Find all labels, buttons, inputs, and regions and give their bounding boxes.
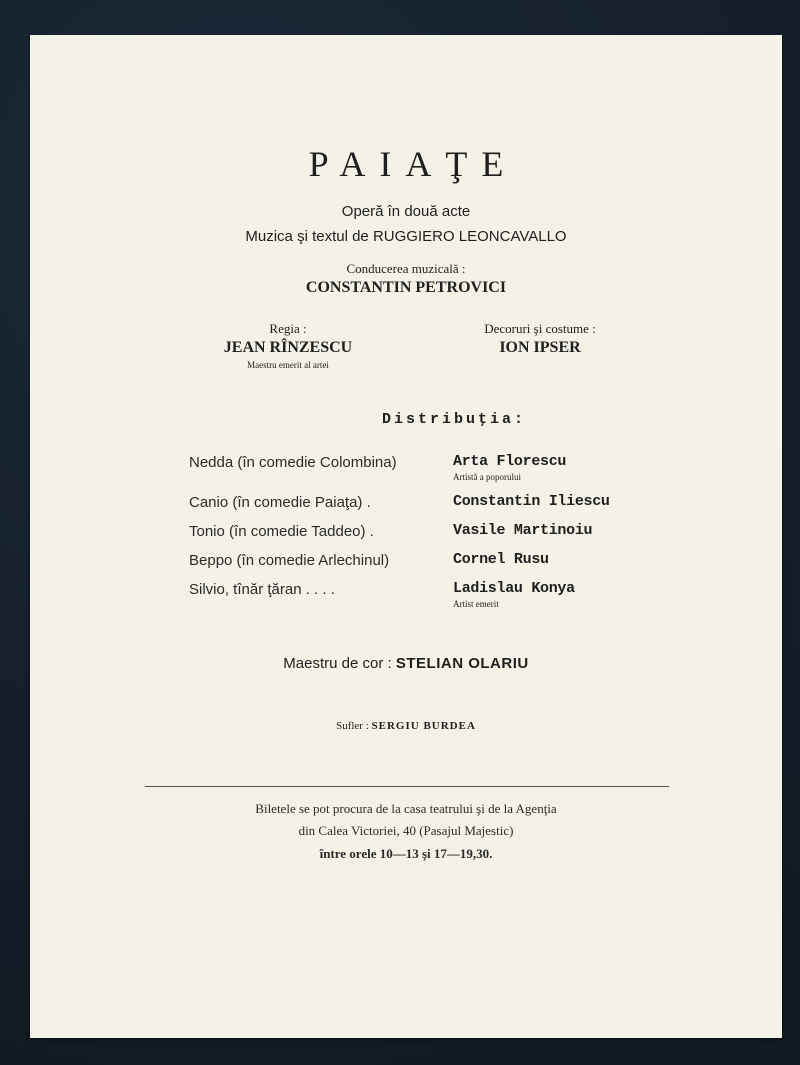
cast-role: Canio (în comedie Paiaţa) . bbox=[189, 494, 371, 511]
cast-note: Artist emerit bbox=[453, 599, 499, 609]
prompter-label: Sufler : bbox=[336, 720, 369, 732]
cast-role: Nedda (în comedie Colombina) bbox=[189, 454, 397, 471]
cast-heading: Distribuţia: bbox=[382, 411, 527, 428]
cast-artist: Vasile Martinoiu bbox=[453, 522, 593, 539]
design-name: ION IPSER bbox=[499, 339, 581, 356]
cast-artist: Cornel Rusu bbox=[453, 551, 549, 568]
tickets-line-1: Biletele se pot procura de la casa teatrului şi de la Agenţia bbox=[255, 801, 557, 816]
design-label: Decoruri şi costume : bbox=[484, 321, 596, 336]
tickets-line-2: din Calea Victoriei, 40 (Pasajul Majestic) bbox=[298, 823, 514, 838]
program-sheet bbox=[30, 35, 782, 1038]
cast-role: Silvio, tînăr ţăran . . . . bbox=[189, 581, 335, 598]
prompter-name: SERGIU BURDEA bbox=[371, 720, 476, 732]
chorus-name: STELIAN OLARIU bbox=[395, 655, 529, 672]
conducting-label: Conducerea muzicală : bbox=[346, 261, 466, 276]
chorus-label: Maestru de cor : bbox=[283, 655, 392, 672]
conducting-name: CONSTANTIN PETROVICI bbox=[305, 279, 507, 296]
cast-note: Artistă a poporului bbox=[453, 472, 521, 482]
direction-title: Maestru emerit al artei bbox=[247, 360, 329, 370]
tickets-line-3: între orele 10—13 şi 17—19,30. bbox=[319, 846, 493, 861]
cast-artist: Arta Florescu bbox=[453, 453, 567, 470]
program-title: PAIAŢE bbox=[308, 144, 518, 184]
direction-name: JEAN RÎNZESCU bbox=[223, 339, 353, 356]
cast-artist: Constantin Iliescu bbox=[453, 493, 610, 510]
cast-role: Tonio (în comedie Taddeo) . bbox=[189, 523, 374, 540]
direction-label: Regia : bbox=[269, 321, 307, 336]
cast-role: Beppo (în comedie Arlechinul) bbox=[189, 552, 390, 569]
composer-line: Muzica şi textul de RUGGIERO LEONCAVALLO bbox=[245, 228, 567, 245]
program-subtitle: Operă în două acte bbox=[341, 203, 471, 220]
divider-line bbox=[145, 786, 669, 787]
cast-artist: Ladislau Konya bbox=[453, 580, 575, 597]
chorus-master bbox=[30, 655, 782, 672]
prompter bbox=[30, 720, 782, 732]
